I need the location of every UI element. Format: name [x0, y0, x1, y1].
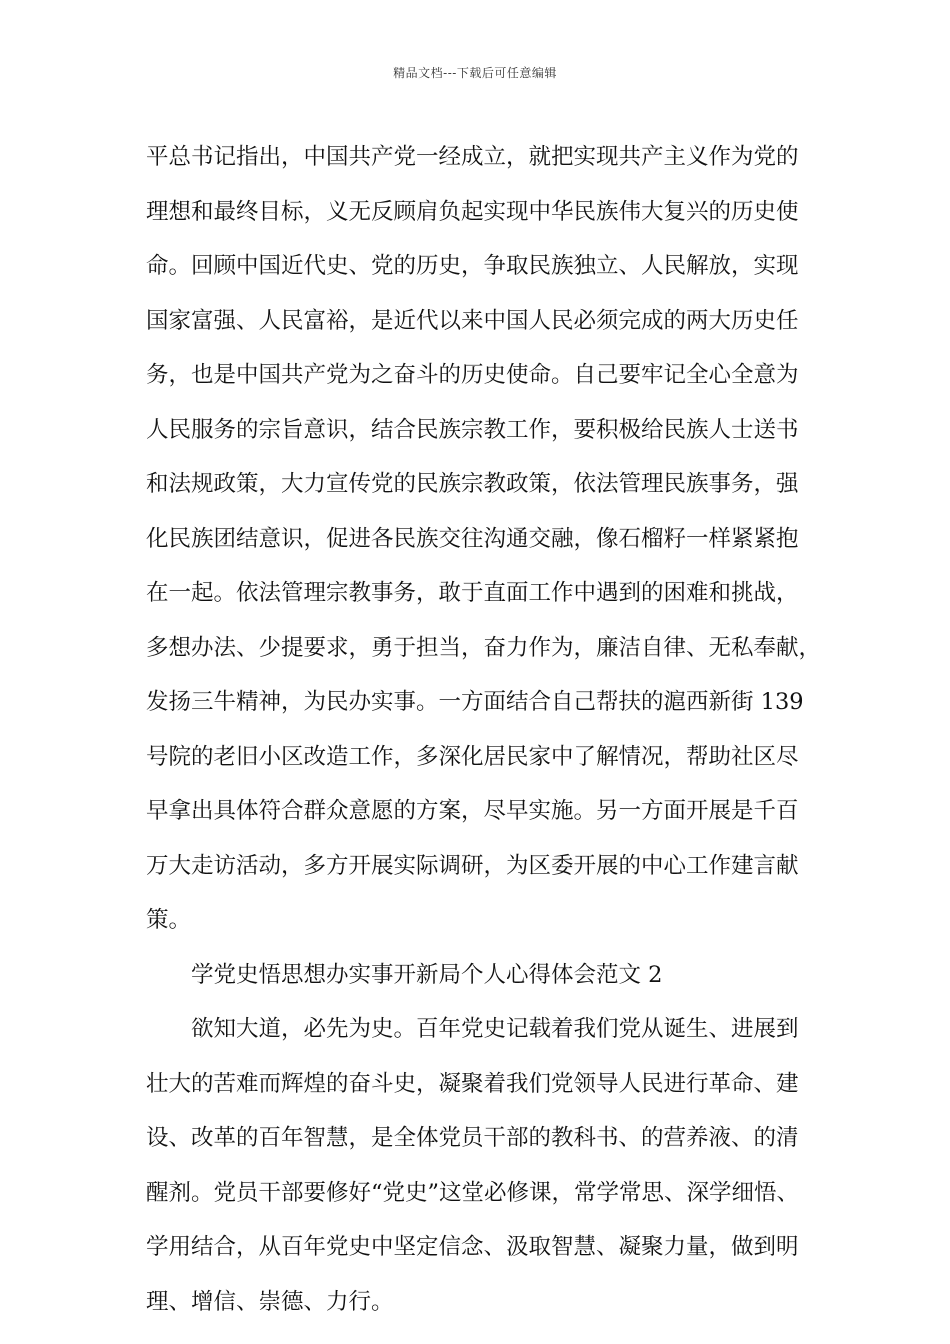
text-line: 发扬三牛精神，为民办实事。一方面结合自己帮扶的滬西新街 139: [146, 689, 804, 715]
text-line: 壮大的苦难而辉煌的奋斗史，凝聚着我们党领导人民进行革命、建: [146, 1070, 799, 1097]
text-line: 多想办法、少提要求，勇于担当，奋力作为，廉洁自律、无私奉献，: [146, 634, 822, 661]
section-title-text: 学党史悟思想办实事开新局个人心得体会范文 2: [191, 961, 663, 988]
page-header: 精品文档---下载后可任意编辑: [393, 66, 557, 80]
paragraph-2: [146, 1002, 816, 1329]
text-line: 策。: [146, 907, 192, 933]
paragraph-1: [146, 130, 822, 948]
text-line: 设、改革的百年智慧，是全体党员干部的教科书、的营养液、的清: [146, 1125, 799, 1151]
text-line: 理想和最终目标，义无反顾肩负起实现中华民族伟大复兴的历史使: [146, 198, 799, 225]
text-line: 早拿出具体符合群众意愿的方案，尽早实施。另一方面开展是千百: [146, 798, 799, 824]
text-line: 化民族团结意识，促进各民族交往沟通交融，像石榴籽一样紧紧抱: [146, 525, 799, 552]
text-line: 和法规政策，大力宣传党的民族宗教政策，依法管理民族事务，强: [146, 471, 799, 497]
text-line: 欲知大道，必先为史。百年党史记载着我们党从诞生、进展到: [191, 1016, 799, 1042]
text-line: 学用结合，从百年党史中坚定信念、汲取智慧、凝聚力量，做到明: [146, 1234, 799, 1260]
document-body: [146, 130, 822, 1329]
text-line: 醒剂。党员干部要修好“党史”这堂必修课，常学常思、深学细悟、: [146, 1179, 800, 1206]
text-line: 务，也是中国共产党为之奋斗的历史使命。自己要牢记全心全意为: [146, 362, 799, 388]
text-line: 平总书记指出，中国共产党一经成立，就把实现共产主义作为党的: [146, 144, 799, 170]
text-line: 国家富强、人民富裕，是近代以来中国人民必须完成的两大历史任: [146, 307, 799, 334]
text-line: 人民服务的宗旨意识，结合民族宗教工作，要积极给民族人士送书: [146, 416, 799, 443]
text-line: 万大走访活动，多方开展实际调研，为区委开展的中心工作建言献: [146, 852, 799, 879]
text-line: 在一起。依法管理宗教事务，敢于直面工作中遇到的困难和挑战，: [146, 580, 799, 606]
text-line: 命。回顾中国近代史、党的历史，争取民族独立、人民解放，实现: [146, 253, 799, 279]
text-line: 号院的老旧小区改造工作，多深化居民家中了解情况，帮助社区尽: [146, 743, 799, 770]
section-title: [146, 948, 816, 1003]
text-line: 理、增信、崇德、力行。: [146, 1288, 394, 1315]
